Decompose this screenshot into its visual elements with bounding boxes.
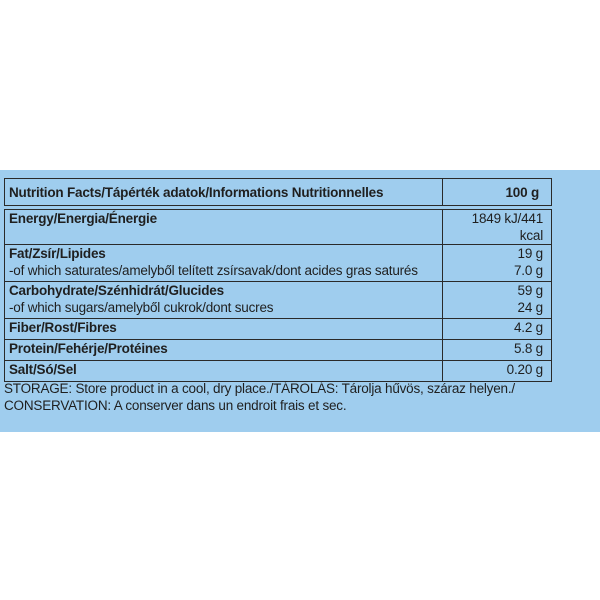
energy-label: Energy/Energia/Énergie <box>9 211 157 226</box>
protein-row <box>5 340 552 361</box>
carbohydrate-row <box>5 282 552 319</box>
energy-row <box>5 210 552 245</box>
nutrition-label-panel <box>0 170 600 432</box>
fat-label: Fat/Zsír/Lipides <box>9 246 106 261</box>
fat-value: 19 g <box>517 246 543 261</box>
salt-value: 0.20 g <box>506 362 543 377</box>
carbohydrate-label: Carbohydrate/Szénhidrát/Glucides <box>9 283 224 298</box>
protein-label: Protein/Fehérje/Protéines <box>9 341 168 356</box>
saturates-label: -of which saturates/amelyből telített zsírsavak/dont acides gras saturés <box>9 263 418 278</box>
storage-line-2: CONSERVATION: A conserver dans un endroit frais et sec. <box>4 398 347 413</box>
sugars-value: 24 g <box>517 300 543 315</box>
salt-label: Salt/Só/Sel <box>9 362 77 377</box>
nutrition-facts-table <box>4 178 552 382</box>
saturates-value: 7.0 g <box>513 263 543 278</box>
protein-value: 5.8 g <box>513 341 543 356</box>
storage-instructions <box>4 380 594 414</box>
salt-row <box>5 361 552 382</box>
fat-row <box>5 245 552 282</box>
storage-line-1: STORAGE: Store product in a cool, dry place./TÁROLÁS: Tárolja hűvös, száraz helyen./ <box>4 381 515 396</box>
table-title: Nutrition Facts/Tápérték adatok/Informations Nutritionnelles <box>5 179 443 206</box>
energy-value: 1849 kJ/441 kcal <box>471 211 543 243</box>
per-amount-header: 100 g <box>443 179 552 206</box>
table-header-row <box>5 179 552 206</box>
fiber-row <box>5 319 552 340</box>
fiber-label: Fiber/Rost/Fibres <box>9 320 117 335</box>
carbohydrate-value: 59 g <box>517 283 543 298</box>
sugars-label: -of which sugars/amelyből cukrok/dont sucres <box>9 300 274 315</box>
fiber-value: 4.2 g <box>513 320 543 335</box>
